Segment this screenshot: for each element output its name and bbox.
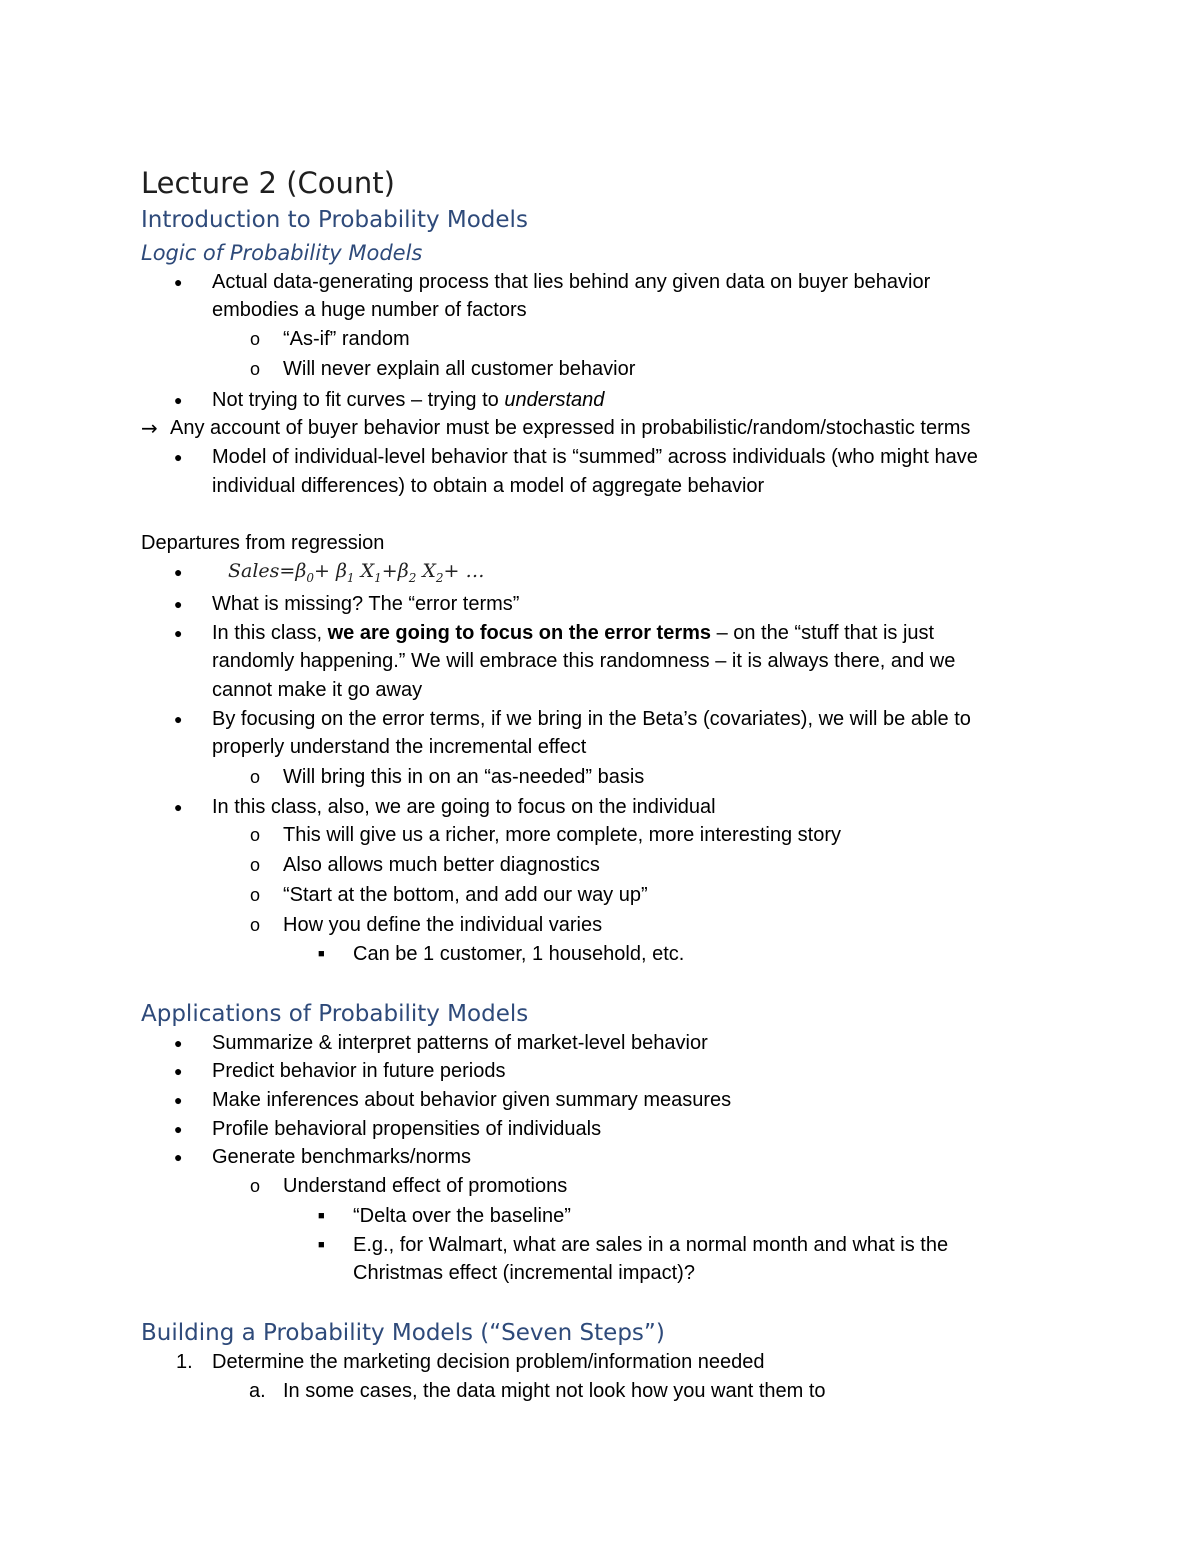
bullet-icon: ● bbox=[174, 1035, 183, 1051]
arrow-icon: → bbox=[141, 416, 158, 440]
eq-subscript: 0 bbox=[306, 570, 314, 585]
list-item-text: Model of individual-level behavior that is “summed” across individuals (who might have bbox=[212, 446, 978, 468]
eq-beta: β bbox=[397, 560, 409, 582]
eq-lhs: Sales bbox=[228, 560, 280, 582]
circle-bullet-icon: o bbox=[250, 915, 261, 935]
departures-heading: Departures from regression bbox=[141, 532, 385, 554]
eq-subscript: 2 bbox=[435, 570, 444, 585]
text-run: – on the “stuff that is just bbox=[711, 622, 935, 644]
circle-bullet-icon: o bbox=[250, 885, 261, 905]
circle-bullet-icon: o bbox=[250, 825, 261, 845]
subheading-logic: Logic of Probability Models bbox=[141, 241, 423, 265]
eq-ellipsis: … bbox=[465, 560, 485, 582]
bullet-icon: ● bbox=[174, 1149, 183, 1165]
list-item-text: Make inferences about behavior given summary measures bbox=[212, 1089, 732, 1111]
list-item-text: In this class, also, we are going to focus on the individual bbox=[212, 796, 716, 818]
bullet-icon: ● bbox=[174, 1092, 183, 1108]
list-item-text bbox=[212, 621, 934, 645]
bullet-icon: ● bbox=[174, 392, 183, 408]
list-item-text: cannot make it go away bbox=[212, 679, 423, 701]
circle-bullet-icon: o bbox=[250, 1176, 261, 1196]
list-item-text: E.g., for Walmart, what are sales in a normal month and what is the bbox=[353, 1234, 949, 1256]
text-run: Not trying to fit curves – trying to bbox=[212, 389, 505, 411]
section-heading-building: Building a Probability Models (“Seven Steps”) bbox=[141, 1320, 665, 1346]
section-heading-introduction: Introduction to Probability Models bbox=[141, 207, 528, 233]
circle-bullet-icon: o bbox=[250, 359, 261, 379]
eq-plus: + bbox=[381, 560, 398, 582]
square-bullet-icon: ■ bbox=[318, 1239, 325, 1251]
bullet-icon: ● bbox=[174, 449, 183, 465]
square-bullet-icon: ■ bbox=[318, 1210, 325, 1222]
eq-subscript: 1 bbox=[346, 570, 355, 585]
list-item-text: “Start at the bottom, and add our way up” bbox=[283, 884, 648, 906]
bullet-icon: ● bbox=[174, 711, 183, 727]
list-item-text: By focusing on the error terms, if we bring in the Beta’s (covariates), we will be able to bbox=[212, 708, 971, 730]
bullet-icon: ● bbox=[174, 564, 183, 580]
eq-equals: = bbox=[279, 560, 296, 582]
bullet-icon: ● bbox=[174, 596, 183, 612]
list-item-text: Can be 1 customer, 1 household, etc. bbox=[353, 943, 685, 965]
section-heading-applications: Applications of Probability Models bbox=[141, 1001, 529, 1027]
list-item-text: Generate benchmarks/norms bbox=[212, 1146, 472, 1168]
eq-plus: + bbox=[313, 560, 330, 582]
eq-plus: + bbox=[443, 560, 460, 582]
list-item-text: randomly happening.” We will embrace this randomness – it is always there, and we bbox=[212, 650, 956, 672]
bullet-icon: ● bbox=[174, 1063, 183, 1079]
bullet-icon: ● bbox=[174, 1121, 183, 1137]
eq-subscript: 1 bbox=[374, 570, 382, 585]
eq-beta: β bbox=[295, 560, 307, 582]
list-item-text: How you define the individual varies bbox=[283, 914, 603, 936]
eq-x: X bbox=[360, 560, 375, 582]
list-item-text: properly understand the incremental effect bbox=[212, 736, 587, 758]
list-item-text: “As-if” random bbox=[283, 328, 410, 350]
list-item-text: What is missing? The “error terms” bbox=[212, 593, 520, 615]
regression-equation bbox=[228, 559, 485, 590]
list-letter: a. bbox=[249, 1380, 266, 1402]
list-item-text: Christmas effect (incremental impact)? bbox=[353, 1262, 695, 1284]
bullet-icon: ● bbox=[174, 274, 183, 290]
list-item-text: This will give us a richer, more complete, more interesting story bbox=[283, 824, 841, 846]
eq-subscript: 2 bbox=[408, 570, 417, 585]
bullet-icon: ● bbox=[174, 799, 183, 815]
list-item-text: Actual data-generating process that lies behind any given data on buyer behavior bbox=[212, 271, 931, 293]
circle-bullet-icon: o bbox=[250, 855, 261, 875]
circle-bullet-icon: o bbox=[250, 767, 261, 787]
list-item-text: Any account of buyer behavior must be expressed in probabilistic/random/stochastic terms bbox=[170, 417, 971, 439]
list-item-text: Determine the marketing decision problem/information needed bbox=[212, 1351, 765, 1373]
eq-x: X bbox=[422, 560, 436, 582]
emphasis-text: understand bbox=[504, 389, 605, 411]
text-run: In this class, bbox=[212, 622, 328, 644]
list-item-text: Will bring this in on an “as-needed” basis bbox=[283, 766, 645, 788]
list-item-text: In some cases, the data might not look how you want them to bbox=[283, 1380, 826, 1402]
bullet-icon: ● bbox=[174, 625, 183, 641]
list-item-text: Predict behavior in future periods bbox=[212, 1060, 506, 1082]
list-item-text: Also allows much better diagnostics bbox=[283, 854, 600, 876]
square-bullet-icon: ■ bbox=[318, 948, 325, 960]
list-item-text: embodies a huge number of factors bbox=[212, 299, 527, 321]
list-number: 1. bbox=[176, 1351, 193, 1373]
list-item-text: Profile behavioral propensities of individuals bbox=[212, 1118, 602, 1140]
bold-text: we are going to focus on the error terms bbox=[327, 622, 712, 644]
list-item-text: “Delta over the baseline” bbox=[353, 1205, 571, 1227]
list-item-text: Will never explain all customer behavior bbox=[283, 358, 636, 380]
list-item-text: Summarize & interpret patterns of market-level behavior bbox=[212, 1032, 708, 1054]
page-title: Lecture 2 (Count) bbox=[141, 166, 395, 200]
eq-beta: β bbox=[335, 560, 347, 582]
list-item-text: Understand effect of promotions bbox=[283, 1175, 568, 1197]
circle-bullet-icon: o bbox=[250, 329, 261, 349]
list-item-text: individual differences) to obtain a model of aggregate behavior bbox=[212, 475, 765, 497]
list-item-text bbox=[212, 388, 604, 412]
